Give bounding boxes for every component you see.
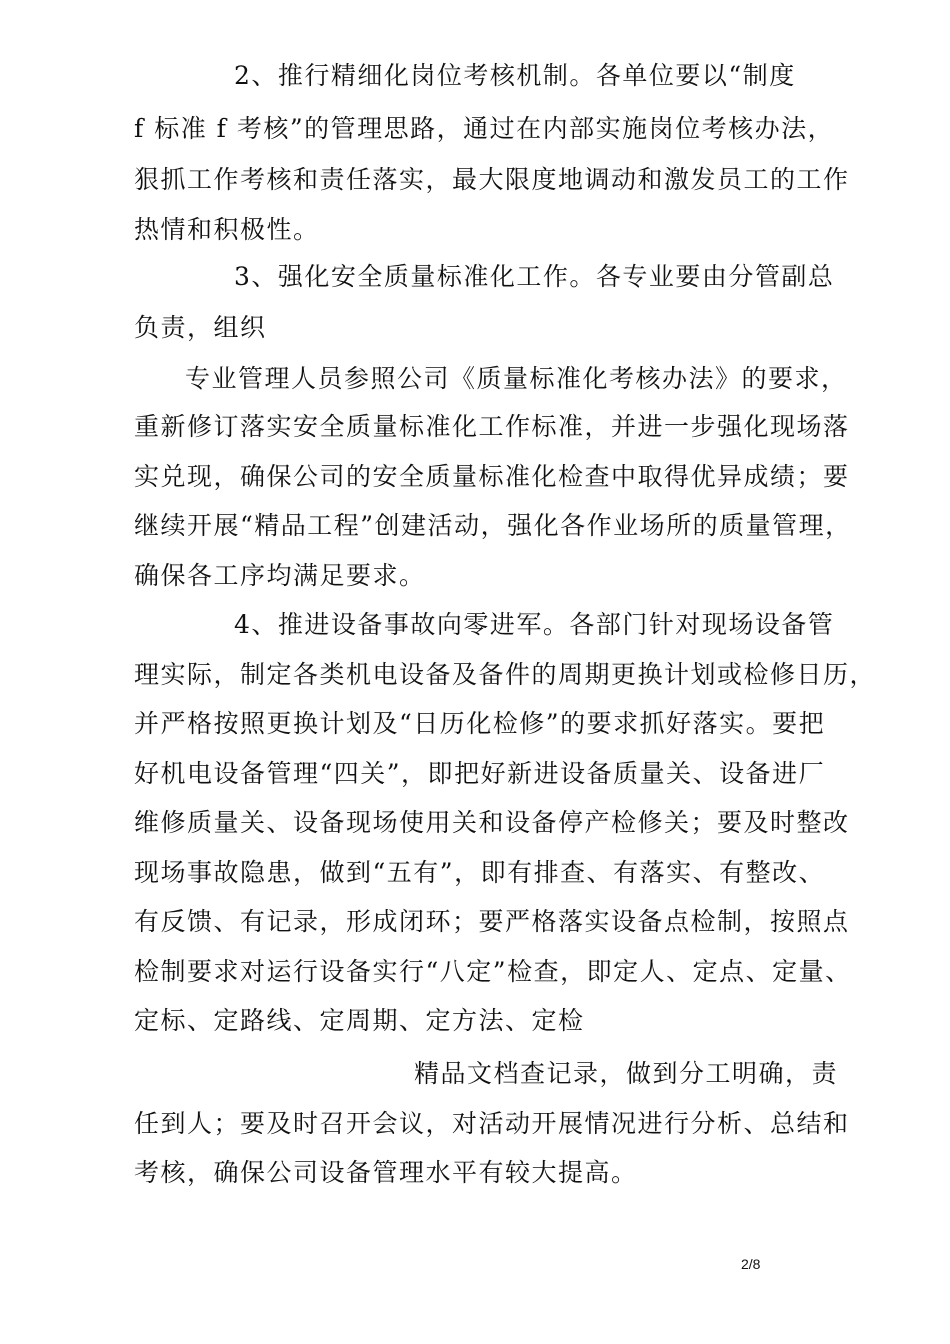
text-line: 确保各工序均满足要求。 [134,561,426,590]
text-line: 检制要求对运行设备实行“八定”检查，即定人、定点、定量、 [134,957,852,986]
text-line: 现场事故隐患，做到“五有”，即有排查、有落实、有整改、 [134,858,826,887]
text-line: 继续开展“精品工程”创建活动，强化各作业场所的质量管理， [134,511,852,540]
text-line: 并严格按照更换计划及“日历化检修”的要求抓好落实。要把 [134,709,826,738]
text-line: 专业管理人员参照公司《质量标准化考核办法》的要求， [185,364,848,393]
text-line: 重新修订落实安全质量标准化工作标准，并进一步强化现场落 [134,412,850,441]
text-line: 好机电设备管理“四关”，即把好新进设备质量关、设备进厂 [134,759,826,788]
text-line: 任到人；要及时召开会议，对活动开展情况进行分析、总结和 [134,1109,850,1138]
text-line: 4、推进设备事故向零进军。各部门针对现场设备管 [234,610,835,639]
text-line: 热情和积极性。 [134,215,320,244]
text-line: 实兑现，确保公司的安全质量标准化检查中取得优异成绩；要 [134,462,850,491]
page-number: 2/8 [741,1256,761,1272]
text-line: 2、推行精细化岗位考核机制。各单位要以“制度 [234,61,796,90]
text-line: 考核，确保公司设备管理水平有较大提高。 [134,1158,638,1187]
text-line: 理实际，制定各类机电设备及备件的周期更换计划或检修日历， [134,660,877,689]
text-line: 有反馈、有记录，形成闭环；要严格落实设备点检制，按照点 [134,907,850,936]
text-line: 精品文档查记录，做到分工明确，责 [414,1059,839,1088]
text-line: f 标准 f 考核”的管理思路，通过在内部实施岗位考核办法， [134,114,835,143]
text-line: 负责，组织 [134,313,267,342]
text-line: 维修质量关、设备现场使用关和设备停产检修关；要及时整改 [134,808,850,837]
text-line: 狠抓工作考核和责任落实，最大限度地调动和激发员工的工作 [134,165,850,194]
text-line: 3、强化安全质量标准化工作。各专业要由分管副总 [234,262,835,291]
text-line: 定标、定路线、定周期、定方法、定检 [134,1006,585,1035]
